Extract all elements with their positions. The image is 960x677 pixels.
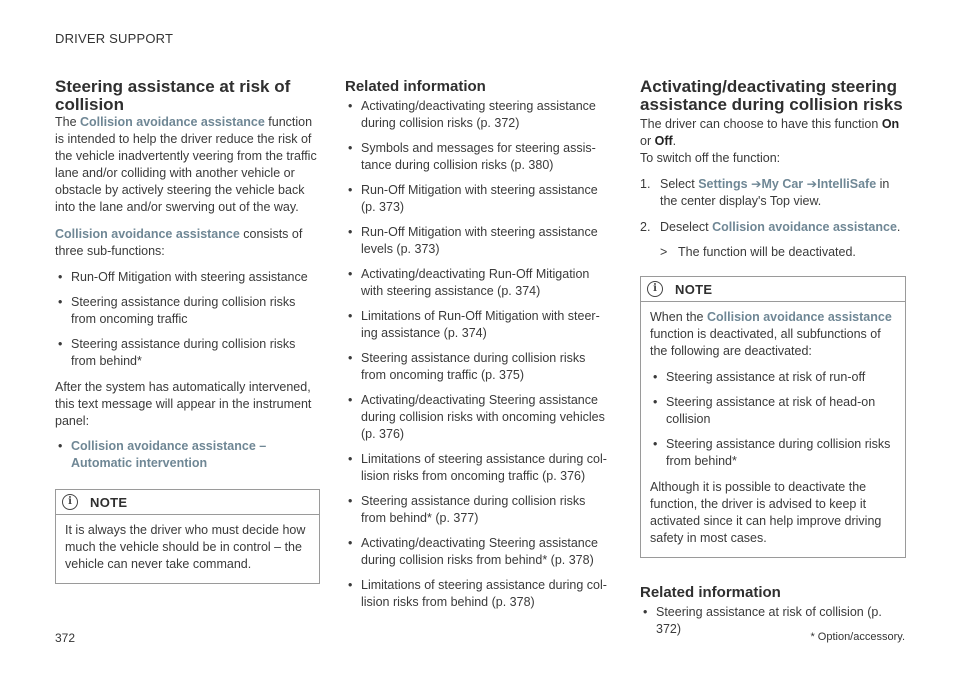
note-title: NOTE xyxy=(90,494,128,510)
step-1: 1. Select Settings ➔My Car ➔IntelliSafe in the center display's Top view. xyxy=(640,177,890,208)
switch-off-intro: To switch off the function: xyxy=(640,151,781,165)
settings-menu: Settings xyxy=(698,177,748,191)
related-links xyxy=(345,98,610,611)
related-link[interactable]: • Symbols and messages for steering assistance during collision risks (p. 380) xyxy=(348,141,596,172)
note-body xyxy=(641,302,905,557)
column-related-information xyxy=(345,78,610,611)
on-option: On xyxy=(881,117,900,131)
choose-paragraph: The driver can choose to have this function On or Off. xyxy=(640,117,900,148)
function-name: Collision avoidance assistance xyxy=(80,115,265,129)
bullet: • xyxy=(653,395,658,409)
related-link[interactable]: • Steering assistance during collision risks from behind* (p. 377) xyxy=(348,494,586,525)
function-name: Collision avoidance assistance xyxy=(712,220,897,234)
note-text: It is always the driver who must decide how much the vehicle should be in control – the vehicle can never take command. xyxy=(65,523,306,571)
bullet: • xyxy=(58,295,63,309)
my-car-menu: My Car xyxy=(761,177,804,191)
intellisafe-menu: IntelliSafe xyxy=(817,177,877,191)
info-icon: i xyxy=(647,281,663,297)
bullet: • xyxy=(653,437,658,451)
note-box xyxy=(55,489,320,584)
related-link[interactable]: • Limitations of steering assistance during collision risks from behind (p. 378) xyxy=(348,578,607,609)
instrument-message: Collision avoidance assistance – Automatic intervention xyxy=(71,439,267,470)
list-item: • Run-Off Mitigation with steering assistance xyxy=(58,270,308,284)
list-item: • Steering assistance during collision risks from behind* xyxy=(58,337,296,368)
bullet: • xyxy=(58,270,63,284)
related-link[interactable]: • Steering assistance at risk of collision (p. 372) xyxy=(643,605,882,636)
related-link[interactable]: • Run-Off Mitigation with steering assistance (p. 373) xyxy=(348,183,598,214)
related-link[interactable]: • Limitations of steering assistance during collision risks from oncoming traffic (p. 376) xyxy=(348,452,607,483)
list-item: • Steering assistance during collision risks from behind* xyxy=(653,437,891,468)
related-link[interactable]: • Limitations of Run-Off Mitigation with steering assistance (p. 374) xyxy=(348,309,600,340)
activation-title: Activating/deactivating steering assistance during collision risks xyxy=(640,77,903,114)
bullet: • xyxy=(58,439,63,453)
section-title: Steering assistance at risk of collision xyxy=(55,77,291,114)
asterisk-footnote: * Option/accessory. xyxy=(810,631,905,643)
function-name: Collision avoidance assistance xyxy=(55,227,240,241)
arrow-right-icon: ➔ xyxy=(747,177,762,191)
function-name: Collision avoidance assistance xyxy=(706,310,892,324)
related-link[interactable]: • Steering assistance during collision risks from oncoming traffic (p. 375) xyxy=(348,351,586,382)
arrow-right-icon: ➔ xyxy=(803,177,818,191)
intro-paragraph: The Collision avoidance assistance function is intended to help the driver reduce the risk of the vehicle inadvertently veering from the traffic lane and/or colliding with another vehicle or obstacle by actively steering the vehicle back into the lane and/or swerving out of the way. xyxy=(55,115,317,214)
note-footer-text: Although it is possible to deactivate the function, the driver is advised to keep it activated since it can help improve driving safety in most cases. xyxy=(650,480,882,545)
related-link[interactable]: • Activating/deactivating Run-Off Mitigation with steering assistance (p. 374) xyxy=(348,267,590,298)
step-2: 2. Deselect Collision avoidance assistance. xyxy=(640,220,901,234)
list-item: • Steering assistance at risk of head-on collision xyxy=(653,395,876,426)
column-collision-intro xyxy=(55,78,320,584)
related-title: Related information xyxy=(345,78,486,95)
section-header: DRIVER SUPPORT xyxy=(55,31,174,46)
list-item: • Steering assistance at risk of run-off xyxy=(653,370,866,384)
related-link[interactable]: • Activating/deactivating Steering assistance during collision risks with oncoming vehicles (p. 376) xyxy=(348,393,605,441)
note-header xyxy=(56,490,319,515)
note-title: NOTE xyxy=(675,281,713,297)
note-body xyxy=(56,515,319,583)
bullet: • xyxy=(58,337,63,351)
consists-paragraph: Collision avoidance assistance consists of three sub-functions: xyxy=(55,227,303,258)
page-number: 372 xyxy=(55,631,76,645)
subfunction-list xyxy=(55,269,320,370)
note-list xyxy=(650,369,896,470)
note-header xyxy=(641,277,905,302)
column-activation xyxy=(640,78,906,638)
related-link[interactable]: • Activating/deactivating steering assistance during collision risks (p. 372) xyxy=(348,99,596,130)
related-link[interactable]: • Activating/deactivating Steering assistance during collision risks from behind* (p. 378) xyxy=(348,536,598,567)
after-intervention-paragraph: After the system has automatically intervened, this text message will appear in the instrument panel: xyxy=(55,380,312,428)
off-option: Off xyxy=(654,134,673,148)
info-icon: i xyxy=(62,494,78,510)
related-title: Related information xyxy=(640,584,781,601)
note-intro: When the Collision avoidance assistance function is deactivated, all subfunctions of the following are deactivated: xyxy=(650,310,892,358)
message-list xyxy=(55,438,320,472)
note-box xyxy=(640,276,906,558)
list-item: • Steering assistance during collision risks from oncoming traffic xyxy=(58,295,296,326)
related-link[interactable]: • Run-Off Mitigation with steering assistance levels (p. 373) xyxy=(348,225,598,256)
step-result: > The function will be deactivated. xyxy=(660,245,856,259)
bullet: • xyxy=(653,370,658,384)
list-item xyxy=(55,438,320,472)
